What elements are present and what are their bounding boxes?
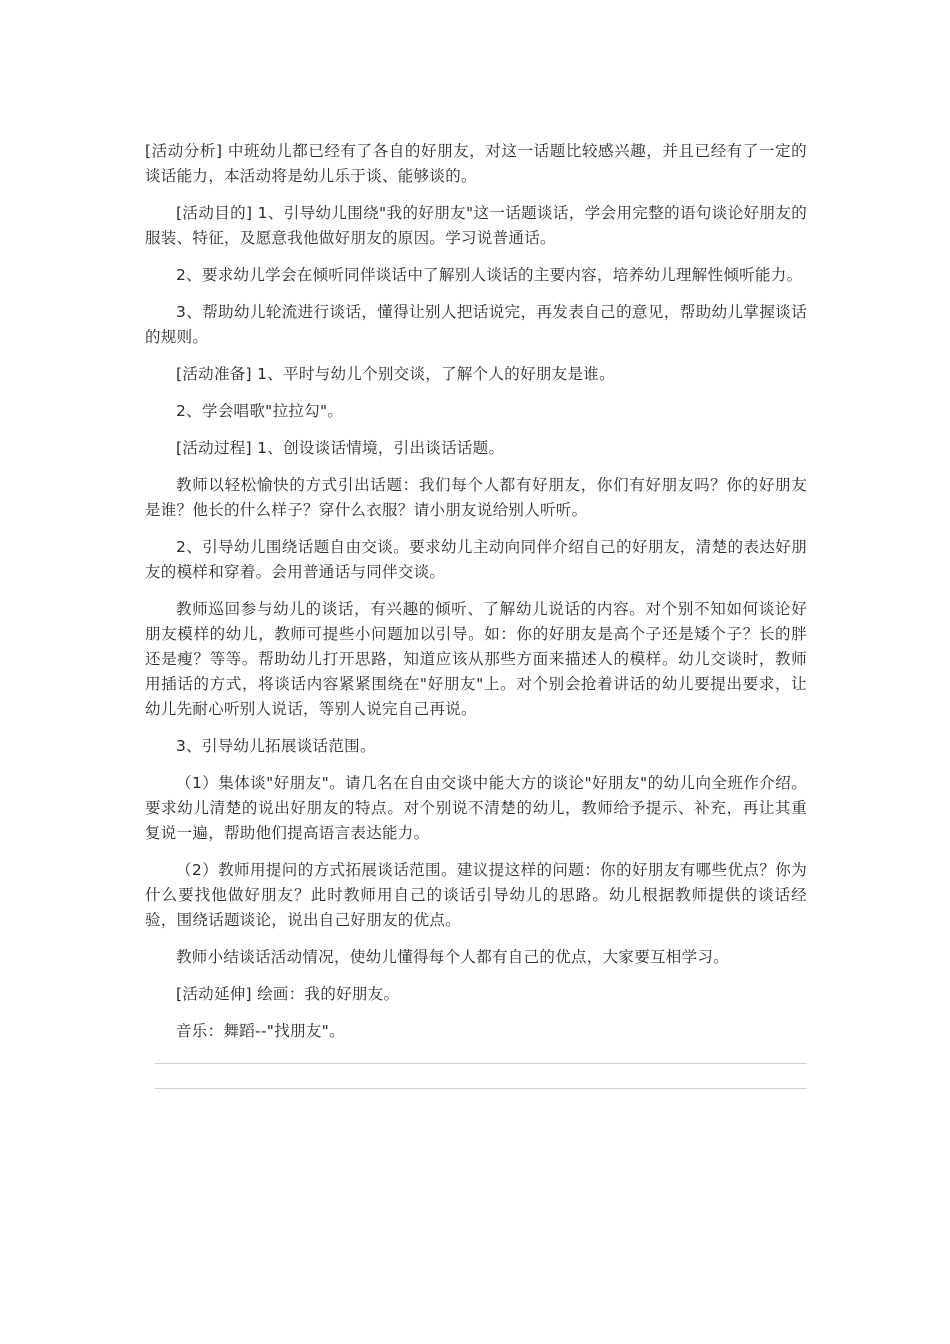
paragraph-activity-prep-2: 2、学会唱歌"拉拉勾"。 (176, 402, 344, 420)
paragraph-teacher-guide: 教师巡回参与幼儿的谈话，有兴趣的倾听、了解幼儿说话的内容。对个别不知如何谈论好朋友模样的幼儿，教师可提些小问题加以引导。如：你的好朋友是高个子还是矮个子？长的胖还是瘦？等等。帮助幼儿打开思路，知道应该从那些方面来描述人的模样。幼儿交谈时，教师用插话的方式，将谈话内容紧紧围绕在"好朋友"上。对个别会抢着讲话的幼儿要提出要求，让幼儿先耐心听别人说话，等别人说完自己再说。 (145, 600, 807, 718)
paragraph-teacher-intro: 教师以轻松愉快的方式引出话题：我们每个人都有好朋友，你们有好朋友吗？你的好朋友是谁？他长的什么样子？穿什么衣服？请小朋友说给别人听听。 (145, 476, 807, 519)
paragraph-teacher-summary: 教师小结谈话活动情况，使幼儿懂得每个人都有自己的优点，大家要互相学习。 (176, 948, 730, 966)
divider-line (155, 1088, 807, 1089)
paragraph-activity-extension: [活动延伸] 绘画：我的好朋友。 (176, 985, 400, 1003)
paragraph-music-dance: 音乐：舞蹈--"找朋友"。 (176, 1022, 345, 1040)
paragraph-activity-goal-1: [活动目的] 1、引导幼儿围绕"我的好朋友"这一话题谈话，学会用完整的语句谈论好朋友的服装、特征，及愿意我他做好朋友的原因。学习说普通话。 (145, 204, 807, 247)
paragraph-activity-goal-3: 3、帮助幼儿轮流进行谈话，懂得让别人把话说完，再发表自己的意见，帮助幼儿掌握谈话的规则。 (145, 303, 807, 346)
paragraph-question-expand: （2）教师用提问的方式拓展谈话范围。建议提这样的问题：你的好朋友有哪些优点？你为什么要找他做好朋友？此时教师用自己的谈话引导幼儿的思路。幼儿根据教师提供的谈话经验，围绕话题谈论，说出自己好朋友的优点。 (145, 861, 807, 929)
paragraph-free-talk: 2、引导幼儿围绕话题自由交谈。要求幼儿主动向同伴介绍自己的好朋友，清楚的表达好朋友的模样和穿着。会用普通话与同伴交谈。 (145, 538, 807, 581)
paragraph-expand-range: 3、引导幼儿拓展谈话范围。 (176, 737, 376, 755)
paragraph-group-talk: （1）集体谈"好朋友"。请几名在自由交谈中能大方的谈论"好朋友"的幼儿向全班作介绍。要求幼儿清楚的说出好朋友的特点。对个别说不清楚的幼儿，教师给予提示、补充，再让其重复说一遍，帮助他们提高语言表达能力。 (145, 774, 807, 842)
paragraph-activity-prep-1: [活动准备] 1、平时与幼儿个别交谈，了解个人的好朋友是谁。 (176, 365, 615, 383)
paragraph-activity-analysis: [活动分析] 中班幼儿都已经有了各自的好朋友，对这一话题比较感兴趣，并且已经有了一定的谈话能力，本活动将是幼儿乐于谈、能够谈的。 (145, 142, 807, 185)
paragraph-activity-goal-2: 2、要求幼儿学会在倾听同伴谈话中了解别人谈话的主要内容，培养幼儿理解性倾听能力。 (176, 266, 803, 284)
paragraph-activity-process-1: [活动过程] 1、创设谈话情境，引出谈话话题。 (176, 439, 505, 457)
divider-line (155, 1063, 807, 1064)
document-body (145, 139, 807, 1048)
